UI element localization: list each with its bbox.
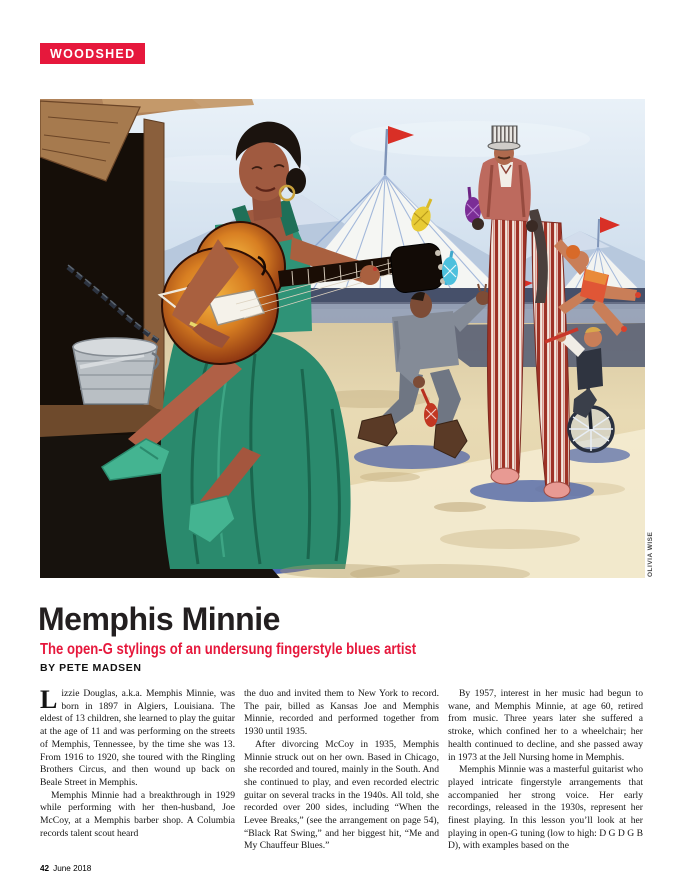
issue-date: June 2018 bbox=[53, 864, 92, 873]
illustration-credit: OLIVIA WISE bbox=[647, 531, 654, 577]
body-paragraph: After divorcing McCoy in 1935, Memphis Minnie struck out on her own. Based in Chicago, she recorded and toured, mainly in the South. And she continued to play, and even recorded electric guitar on several tracks in the 1940s. All told, she recorded over 200 sides, including “When the Levee Breaks,” (see the arrangement on page 54), “Black Rat Swing,” and her biggest hit, “Me and My Chauffeur Blues.” bbox=[244, 738, 439, 852]
section-kicker: WOODSHED bbox=[40, 43, 145, 64]
text-column-3 bbox=[448, 688, 643, 853]
body-paragraph: By 1957, interest in her music had begun to wane, and Memphis Minnie, at age 60, retired from music. Three years later she suffered a stroke, which confined her to a wheelchair; her health continued to decline, and she passed away in 1973 at the Jell Nursing home in Memphis. bbox=[448, 688, 643, 763]
body-paragraph: Lizzie Douglas, a.k.a. Memphis Minnie, was born in 1897 in Algiers, Louisiana. The eldest of 13 children, she learned to play the guitar at the age of 11 and was performing on the streets of Memphis, Tennessee, by the time she was 13. From 1916 to 1920, she toured with the Ringling Brothers Circus, and then wound up back on Beale Street in Memphis. bbox=[40, 685, 235, 788]
article-title: Memphis Minnie bbox=[38, 601, 280, 637]
feature-illustration bbox=[40, 99, 645, 578]
article-subtitle: The open-G stylings of an undersung fingerstyle blues artist bbox=[40, 641, 417, 658]
body-paragraph: the duo and invited them to New York to record. The pair, billed as Kansas Joe and Memphis Minnie, recorded and performed together from 1930 until 1935. bbox=[244, 688, 439, 738]
drop-cap: L bbox=[40, 685, 58, 714]
headstock bbox=[389, 242, 444, 294]
page-number: 42 bbox=[40, 864, 50, 873]
body-paragraph: Memphis Minnie was a masterful guitarist who played intricate fingerstyle arrangements that accompanied her strong voice. Her early recordings, released in the 1930s, represent her finest playing. In this lesson you’ll look at her playing in open-G tuning (low to high: D G D G B D), with examples based on the bbox=[448, 764, 643, 852]
wash-tub bbox=[73, 338, 159, 404]
club-red bbox=[424, 403, 438, 427]
article-body bbox=[40, 685, 644, 853]
fretting-hand bbox=[360, 265, 380, 285]
text-column-1 bbox=[40, 685, 235, 853]
illustration-canvas bbox=[40, 99, 645, 578]
page-footer bbox=[40, 864, 91, 873]
text-column-2 bbox=[244, 688, 439, 853]
body-paragraph: Memphis Minnie had a breakthrough in 1929 while performing with her then-husband, Joe McCoy, at a Memphis barber shop. A Columbia records talent scout heard bbox=[40, 789, 235, 839]
article-byline: BY PETE MADSEN bbox=[40, 662, 142, 674]
minnie-face bbox=[239, 141, 289, 201]
